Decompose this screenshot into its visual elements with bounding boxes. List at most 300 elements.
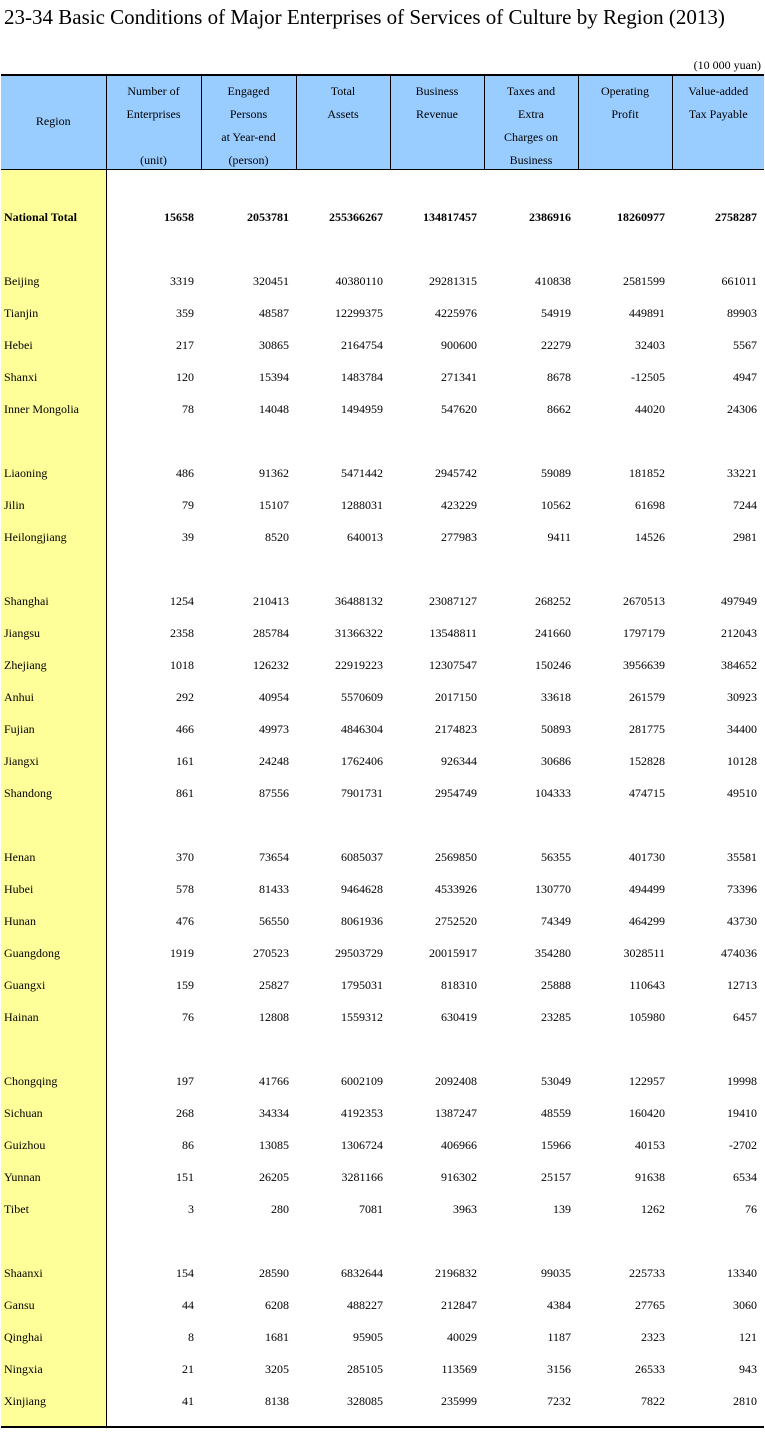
table-row (1, 617, 764, 649)
header-assets (296, 75, 390, 170)
table-title: 23-34 Basic Conditions of Major Enterprises of Services of Culture by Region (2013) (4, 5, 725, 29)
region-cell: Shanghai (1, 585, 106, 617)
table-row (1, 1097, 764, 1129)
spacer-cell (106, 170, 201, 202)
persons-cell: 30865 (259, 338, 289, 352)
profit-cell: 122957 (629, 1074, 665, 1088)
spacer-cell (390, 170, 484, 202)
spacer-cell (672, 1225, 764, 1257)
vat-cell: 34400 (727, 722, 757, 736)
spacer-cell (201, 425, 296, 457)
region-cell: Guangdong (1, 937, 106, 969)
revenue-cell: 2174823 (435, 722, 477, 736)
spacer-cell (106, 553, 201, 585)
revenue-cell: 3963 (453, 1202, 477, 1216)
revenue-cell: 40029 (447, 1330, 477, 1344)
taxes-cell: 25157 (541, 1170, 571, 1184)
enterprises-cell: 78 (182, 402, 194, 416)
taxes-cell: 150246 (535, 658, 571, 672)
unit-note: (10 000 yuan) (693, 58, 761, 72)
vat-cell: 19410 (727, 1106, 757, 1120)
header-unit: (unit) (140, 153, 167, 167)
persons-cell: 28590 (259, 1266, 289, 1280)
vat-cell: 474036 (721, 946, 757, 960)
table-row (1, 1161, 764, 1193)
persons-cell: 41766 (259, 1074, 289, 1088)
vat-cell: 76 (745, 1202, 757, 1216)
assets-cell: 40380110 (335, 274, 383, 288)
spacer-cell (672, 1033, 764, 1065)
taxes-cell: 22279 (541, 338, 571, 352)
persons-cell: 73654 (259, 850, 289, 864)
region-cell: Inner Mongolia (1, 393, 106, 425)
assets-cell: 1483784 (341, 370, 383, 384)
spacer-cell (1, 553, 106, 585)
persons-cell: 14048 (259, 402, 289, 416)
assets-cell: 95905 (353, 1330, 383, 1344)
persons-cell: 15107 (259, 498, 289, 512)
enterprises-cell: 8 (188, 1330, 194, 1344)
table-row (1, 745, 764, 777)
spacer-cell (390, 1033, 484, 1065)
spacer-cell (296, 1033, 390, 1065)
table-row (1, 905, 764, 937)
assets-cell: 328085 (347, 1394, 383, 1408)
table-row (1, 1193, 764, 1225)
spacer-cell (106, 1417, 201, 1427)
profit-cell: -12505 (631, 370, 665, 384)
assets-cell: 1762406 (341, 754, 383, 768)
persons-cell: 34334 (259, 1106, 289, 1120)
profit-cell: 261579 (629, 690, 665, 704)
profit-cell: 27765 (635, 1298, 665, 1312)
assets-cell: 4846304 (341, 722, 383, 736)
region-cell: Shanxi (1, 361, 106, 393)
assets-cell: 1288031 (341, 498, 383, 512)
region-cell: Jiangxi (1, 745, 106, 777)
enterprises-cell: 3319 (170, 274, 194, 288)
vat-cell: 10128 (727, 754, 757, 768)
header-line: Profit (611, 107, 639, 121)
revenue-cell: 113569 (441, 1362, 477, 1376)
profit-cell: 225733 (629, 1266, 665, 1280)
revenue-cell: 271341 (441, 370, 477, 384)
assets-cell: 1494959 (341, 402, 383, 416)
enterprises-cell: 76 (182, 1010, 194, 1024)
assets-cell: 1306724 (341, 1138, 383, 1152)
table-row (1, 841, 764, 873)
table-row (1, 457, 764, 489)
enterprises-cell: 15658 (164, 210, 194, 224)
persons-cell: 126232 (253, 658, 289, 672)
header-line: Charges on (503, 130, 559, 144)
header-revenue (390, 75, 484, 170)
national-total-row (1, 201, 764, 233)
spacer-cell (484, 1417, 578, 1427)
spacer-cell (296, 553, 390, 585)
taxes-cell: 9411 (547, 530, 571, 544)
taxes-cell: 25888 (541, 978, 571, 992)
header-region (1, 75, 106, 170)
vat-cell: 6457 (733, 1010, 757, 1024)
revenue-cell: 1387247 (435, 1106, 477, 1120)
table-row (1, 361, 764, 393)
region-cell: Chongqing (1, 1065, 106, 1097)
profit-cell: 401730 (629, 850, 665, 864)
header-line: Total (330, 84, 356, 98)
enterprises-cell: 486 (176, 466, 194, 480)
persons-cell: 49973 (259, 722, 289, 736)
taxes-cell: 4384 (547, 1298, 571, 1312)
vat-cell: 497949 (721, 594, 757, 608)
profit-cell: 3956639 (623, 658, 665, 672)
region-cell: Guizhou (1, 1129, 106, 1161)
enterprises-cell: 41 (182, 1394, 194, 1408)
taxes-cell: 54919 (541, 306, 571, 320)
region-cell: Shaanxi (1, 1257, 106, 1289)
vat-cell: 2981 (733, 530, 757, 544)
persons-cell: 25827 (259, 978, 289, 992)
revenue-cell: 12307547 (429, 658, 477, 672)
spacer-cell (296, 170, 390, 202)
assets-cell: 488227 (347, 1298, 383, 1312)
enterprises-cell: 79 (182, 498, 194, 512)
profit-cell: 2670513 (623, 594, 665, 608)
assets-cell: 6085037 (341, 850, 383, 864)
header-line: Revenue (416, 107, 458, 121)
region-cell: Xinjiang (1, 1385, 106, 1417)
vat-cell: 3060 (733, 1298, 757, 1312)
table-row (1, 521, 764, 553)
table-row (1, 937, 764, 969)
vat-cell: 35581 (727, 850, 757, 864)
persons-cell: 270523 (253, 946, 289, 960)
region-cell: Ningxia (1, 1353, 106, 1385)
region-cell: Liaoning (1, 457, 106, 489)
assets-cell: 2164754 (341, 338, 383, 352)
revenue-cell: 630419 (441, 1010, 477, 1024)
profit-cell: 3028511 (623, 946, 665, 960)
spacer-cell (1, 170, 106, 202)
spacer-cell (1, 809, 106, 841)
persons-cell: 2053781 (247, 210, 289, 224)
header-profit (578, 75, 672, 170)
vat-cell: 4947 (733, 370, 757, 384)
region-cell: Hunan (1, 905, 106, 937)
spacer-cell (672, 553, 764, 585)
assets-cell: 9464628 (341, 882, 383, 896)
profit-cell: 474715 (629, 786, 665, 800)
taxes-cell: 15966 (541, 1138, 571, 1152)
region-cell: Sichuan (1, 1097, 106, 1129)
spacer-cell (1, 1417, 106, 1427)
spacer-cell (106, 425, 201, 457)
profit-cell: 281775 (629, 722, 665, 736)
enterprises-cell: 1018 (170, 658, 194, 672)
taxes-cell: 268252 (535, 594, 571, 608)
assets-cell: 6002109 (341, 1074, 383, 1088)
persons-cell: 56550 (259, 914, 289, 928)
table-row (1, 777, 764, 809)
assets-cell: 7901731 (341, 786, 383, 800)
profit-cell: 7822 (641, 1394, 665, 1408)
spacer-cell (296, 809, 390, 841)
enterprises-cell: 370 (176, 850, 194, 864)
spacer-row (1, 1225, 764, 1257)
region-cell: Heilongjiang (1, 521, 106, 553)
header-row (1, 75, 764, 170)
taxes-cell: 139 (553, 1202, 571, 1216)
revenue-cell: 916302 (441, 1170, 477, 1184)
enterprises-cell: 2358 (170, 626, 194, 640)
spacer-cell (578, 233, 672, 265)
assets-cell: 1559312 (341, 1010, 383, 1024)
taxes-cell: 410838 (535, 274, 571, 288)
revenue-cell: 2017150 (435, 690, 477, 704)
spacer-cell (201, 233, 296, 265)
spacer-cell (201, 1033, 296, 1065)
spacer-cell (578, 1225, 672, 1257)
vat-cell: 30923 (727, 690, 757, 704)
persons-cell: 81433 (259, 882, 289, 896)
spacer-row (1, 1033, 764, 1065)
header-line: Value-added (688, 84, 749, 98)
header-line: Assets (327, 107, 359, 121)
region-cell: National Total (1, 201, 106, 233)
vat-cell: 12713 (727, 978, 757, 992)
revenue-cell: 2954749 (435, 786, 477, 800)
region-cell: Tianjin (1, 297, 106, 329)
persons-cell: 91362 (259, 466, 289, 480)
persons-cell: 280 (271, 1202, 289, 1216)
revenue-cell: 4533926 (435, 882, 477, 896)
spacer-cell (390, 1225, 484, 1257)
persons-cell: 13085 (259, 1138, 289, 1152)
spacer-cell (578, 553, 672, 585)
header-line: at Year-end (221, 130, 276, 144)
spacer-cell (201, 1417, 296, 1427)
assets-cell: 3281166 (341, 1170, 383, 1184)
revenue-cell: 423229 (441, 498, 477, 512)
spacer-cell (201, 170, 296, 202)
spacer-cell (578, 1417, 672, 1427)
spacer-cell (1, 1225, 106, 1257)
spacer-cell (484, 170, 578, 202)
taxes-cell: 30686 (541, 754, 571, 768)
vat-cell: 661011 (721, 274, 757, 288)
profit-cell: 2581599 (623, 274, 665, 288)
region-cell: Yunnan (1, 1161, 106, 1193)
revenue-cell: 29281315 (429, 274, 477, 288)
enterprises-cell: 154 (176, 1266, 194, 1280)
header-persons (201, 75, 296, 170)
spacer-cell (390, 809, 484, 841)
taxes-cell: 1187 (547, 1330, 571, 1344)
profit-cell: 494499 (629, 882, 665, 896)
vat-cell: 2758287 (715, 210, 757, 224)
profit-cell: 91638 (635, 1170, 665, 1184)
table-row (1, 681, 764, 713)
region-cell: Qinghai (1, 1321, 106, 1353)
spacer-cell (106, 809, 201, 841)
header-line: Engaged (227, 84, 270, 98)
taxes-cell: 59089 (541, 466, 571, 480)
taxes-cell: 74349 (541, 914, 571, 928)
spacer-cell (390, 1417, 484, 1427)
revenue-cell: 2196832 (435, 1266, 477, 1280)
vat-cell: 7244 (733, 498, 757, 512)
revenue-cell: 900600 (441, 338, 477, 352)
vat-cell: 121 (739, 1330, 757, 1344)
spacer-cell (484, 1033, 578, 1065)
assets-cell: 29503729 (335, 946, 383, 960)
profit-cell: 160420 (629, 1106, 665, 1120)
assets-cell: 4192353 (341, 1106, 383, 1120)
spacer-cell (672, 170, 764, 202)
table-row (1, 1289, 764, 1321)
header-line: Taxes and (506, 84, 556, 98)
persons-cell: 285784 (253, 626, 289, 640)
header-line: Persons (229, 107, 268, 121)
taxes-cell: 104333 (535, 786, 571, 800)
spacer-cell (1, 1033, 106, 1065)
table-row (1, 1065, 764, 1097)
profit-cell: 40153 (635, 1138, 665, 1152)
spacer-cell (390, 233, 484, 265)
table-row (1, 329, 764, 361)
profit-cell: 1262 (641, 1202, 665, 1216)
header-unit: (person) (228, 153, 269, 167)
profit-cell: 44020 (635, 402, 665, 416)
taxes-cell: 2386916 (529, 210, 571, 224)
table-body (1, 170, 764, 1428)
spacer-cell (390, 425, 484, 457)
assets-cell: 6832644 (341, 1266, 383, 1280)
enterprises-cell: 151 (176, 1170, 194, 1184)
spacer-row (1, 809, 764, 841)
persons-cell: 15394 (259, 370, 289, 384)
enterprises-cell: 21 (182, 1362, 194, 1376)
spacer-cell (201, 1225, 296, 1257)
spacer-cell (578, 425, 672, 457)
spacer-cell (484, 233, 578, 265)
taxes-cell: 99035 (541, 1266, 571, 1280)
spacer-cell (296, 1417, 390, 1427)
taxes-cell: 33618 (541, 690, 571, 704)
spacer-cell (106, 1033, 201, 1065)
assets-cell: 1795031 (341, 978, 383, 992)
spacer-cell (296, 233, 390, 265)
vat-cell: 212043 (721, 626, 757, 640)
assets-cell: 255366267 (329, 210, 383, 224)
header-taxes (484, 75, 578, 170)
enterprises-cell: 578 (176, 882, 194, 896)
profit-cell: 26533 (635, 1362, 665, 1376)
taxes-cell: 241660 (535, 626, 571, 640)
profit-cell: 181852 (629, 466, 665, 480)
table-row (1, 265, 764, 297)
vat-cell: 24306 (727, 402, 757, 416)
header-line: Enterprises (126, 107, 181, 121)
profit-cell: 464299 (629, 914, 665, 928)
spacer-row (1, 425, 764, 457)
spacer-cell (672, 425, 764, 457)
profit-cell: 105980 (629, 1010, 665, 1024)
vat-cell: 89903 (727, 306, 757, 320)
assets-cell: 31366322 (335, 626, 383, 640)
spacer-cell (390, 553, 484, 585)
table-row (1, 393, 764, 425)
taxes-cell: 56355 (541, 850, 571, 864)
assets-cell: 5471442 (341, 466, 383, 480)
persons-cell: 210413 (253, 594, 289, 608)
spacer-cell (672, 1417, 764, 1427)
persons-cell: 48587 (259, 306, 289, 320)
persons-cell: 8138 (265, 1394, 289, 1408)
taxes-cell: 130770 (535, 882, 571, 896)
spacer-cell (484, 425, 578, 457)
enterprises-cell: 466 (176, 722, 194, 736)
table-row (1, 1385, 764, 1417)
profit-cell: 18260977 (617, 210, 665, 224)
persons-cell: 87556 (259, 786, 289, 800)
header-enterprises (106, 75, 201, 170)
header-line: Number of (127, 84, 180, 98)
vat-cell: 49510 (727, 786, 757, 800)
vat-cell: 5567 (733, 338, 757, 352)
region-cell: Henan (1, 841, 106, 873)
assets-cell: 5570609 (341, 690, 383, 704)
enterprises-cell: 359 (176, 306, 194, 320)
spacer-cell (484, 553, 578, 585)
taxes-cell: 48559 (541, 1106, 571, 1120)
taxes-cell: 10562 (541, 498, 571, 512)
profit-cell: 110643 (629, 978, 665, 992)
region-cell: Beijing (1, 265, 106, 297)
persons-cell: 24248 (259, 754, 289, 768)
spacer-cell (106, 233, 201, 265)
table-row (1, 713, 764, 745)
assets-cell: 285105 (347, 1362, 383, 1376)
revenue-cell: 547620 (441, 402, 477, 416)
taxes-cell: 23285 (541, 1010, 571, 1024)
taxes-cell: 53049 (541, 1074, 571, 1088)
table-row (1, 585, 764, 617)
spacer-cell (578, 170, 672, 202)
revenue-cell: 2752520 (435, 914, 477, 928)
assets-cell: 36488132 (335, 594, 383, 608)
enterprises-cell: 476 (176, 914, 194, 928)
vat-cell: 943 (739, 1362, 757, 1376)
assets-cell: 12299375 (335, 306, 383, 320)
region-cell: Guangxi (1, 969, 106, 1001)
spacer-cell (201, 809, 296, 841)
enterprises-cell: 861 (176, 786, 194, 800)
revenue-cell: 2945742 (435, 466, 477, 480)
region-cell: Hainan (1, 1001, 106, 1033)
spacer-row (1, 233, 764, 265)
enterprises-cell: 3 (188, 1202, 194, 1216)
revenue-cell: 2569850 (435, 850, 477, 864)
region-cell: Jilin (1, 489, 106, 521)
persons-cell: 40954 (259, 690, 289, 704)
spacer-cell (578, 809, 672, 841)
region-cell: Anhui (1, 681, 106, 713)
persons-cell: 1681 (265, 1330, 289, 1344)
enterprises-cell: 86 (182, 1138, 194, 1152)
enterprises-cell: 1254 (170, 594, 194, 608)
region-cell: Fujian (1, 713, 106, 745)
